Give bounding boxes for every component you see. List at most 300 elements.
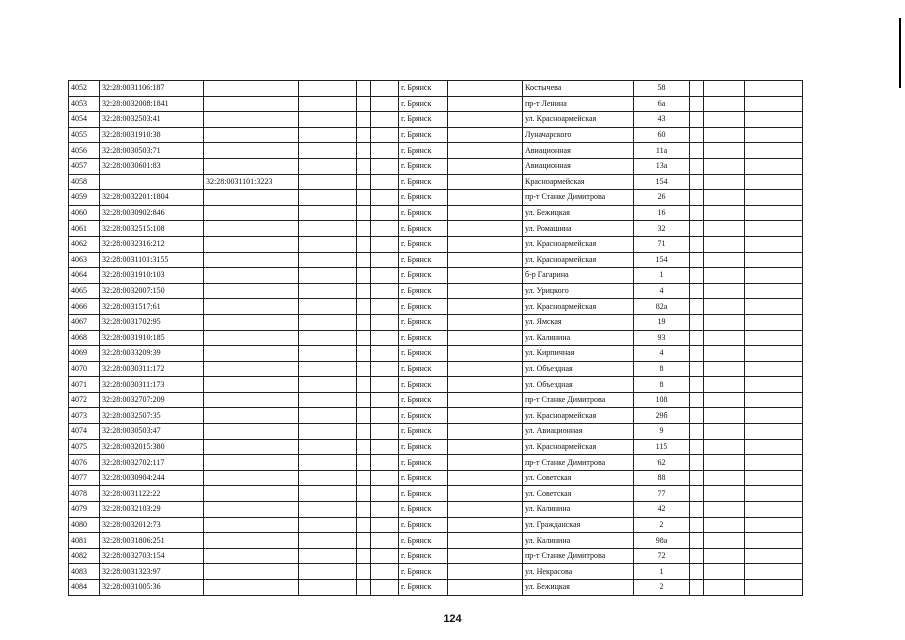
empty-cell bbox=[745, 299, 803, 315]
empty-cell bbox=[690, 81, 704, 97]
table-row bbox=[69, 377, 803, 393]
empty-cell bbox=[371, 112, 399, 128]
empty-cell bbox=[371, 96, 399, 112]
empty-cell bbox=[357, 408, 371, 424]
empty-cell bbox=[371, 81, 399, 97]
empty-cell bbox=[371, 502, 399, 518]
empty-cell bbox=[357, 361, 371, 377]
table-row bbox=[69, 314, 803, 330]
row-number-cell: 4053 bbox=[69, 96, 100, 112]
empty-cell bbox=[371, 392, 399, 408]
street-cell: Красноармейская bbox=[523, 174, 634, 190]
empty-cell bbox=[371, 470, 399, 486]
empty-cell bbox=[357, 236, 371, 252]
city-cell: г. Брянск bbox=[399, 143, 448, 159]
city-cell: г. Брянск bbox=[399, 158, 448, 174]
city-cell: г. Брянск bbox=[399, 408, 448, 424]
empty-cell bbox=[299, 330, 357, 346]
empty-cell bbox=[745, 112, 803, 128]
house-number-cell: 32 bbox=[634, 221, 690, 237]
empty-cell bbox=[448, 190, 523, 206]
empty-cell bbox=[745, 408, 803, 424]
table-row bbox=[69, 112, 803, 128]
house-number-cell: 115 bbox=[634, 439, 690, 455]
page-number: 124 bbox=[443, 613, 462, 625]
street-cell: ул. Калинина bbox=[523, 330, 634, 346]
parcel-cadastral-number-cell bbox=[204, 346, 299, 362]
empty-cell bbox=[690, 190, 704, 206]
empty-cell bbox=[745, 127, 803, 143]
parcel-cadastral-number-cell bbox=[204, 564, 299, 580]
parcel-cadastral-number-cell: 32:28:0031101:3223 bbox=[204, 174, 299, 190]
parcel-cadastral-number-cell bbox=[204, 502, 299, 518]
empty-cell bbox=[448, 580, 523, 596]
table-body bbox=[69, 81, 803, 596]
empty-cell bbox=[299, 112, 357, 128]
city-cell: г. Брянск bbox=[399, 236, 448, 252]
table-row bbox=[69, 533, 803, 549]
house-number-cell: 1 bbox=[634, 268, 690, 284]
row-number-cell: 4079 bbox=[69, 502, 100, 518]
empty-cell bbox=[371, 158, 399, 174]
empty-cell bbox=[745, 346, 803, 362]
city-cell: г. Брянск bbox=[399, 564, 448, 580]
city-cell: г. Брянск bbox=[399, 346, 448, 362]
empty-cell bbox=[357, 205, 371, 221]
table-row bbox=[69, 424, 803, 440]
empty-cell bbox=[371, 236, 399, 252]
empty-cell bbox=[357, 112, 371, 128]
empty-cell bbox=[357, 127, 371, 143]
street-cell: пр-т Станке Димитрова bbox=[523, 190, 634, 206]
empty-cell bbox=[704, 221, 745, 237]
empty-cell bbox=[448, 127, 523, 143]
cadastral-number-cell: 32:28:0032015:380 bbox=[100, 439, 204, 455]
empty-cell bbox=[690, 96, 704, 112]
empty-cell bbox=[690, 283, 704, 299]
city-cell: г. Брянск bbox=[399, 548, 448, 564]
empty-cell bbox=[371, 455, 399, 471]
empty-cell bbox=[704, 174, 745, 190]
empty-cell bbox=[745, 439, 803, 455]
empty-cell bbox=[448, 377, 523, 393]
house-number-cell: 11а bbox=[634, 143, 690, 159]
empty-cell bbox=[357, 174, 371, 190]
empty-cell bbox=[371, 346, 399, 362]
row-number-cell: 4070 bbox=[69, 361, 100, 377]
parcel-cadastral-number-cell bbox=[204, 283, 299, 299]
empty-cell bbox=[299, 548, 357, 564]
house-number-cell: 77 bbox=[634, 486, 690, 502]
city-cell: г. Брянск bbox=[399, 361, 448, 377]
empty-cell bbox=[448, 205, 523, 221]
empty-cell bbox=[371, 439, 399, 455]
parcel-cadastral-number-cell bbox=[204, 548, 299, 564]
empty-cell bbox=[745, 361, 803, 377]
empty-cell bbox=[299, 564, 357, 580]
city-cell: г. Брянск bbox=[399, 314, 448, 330]
empty-cell bbox=[690, 127, 704, 143]
empty-cell bbox=[299, 205, 357, 221]
row-number-cell: 4064 bbox=[69, 268, 100, 284]
empty-cell bbox=[745, 564, 803, 580]
empty-cell bbox=[690, 439, 704, 455]
empty-cell bbox=[448, 283, 523, 299]
empty-cell bbox=[745, 330, 803, 346]
empty-cell bbox=[371, 314, 399, 330]
parcel-cadastral-number-cell bbox=[204, 205, 299, 221]
empty-cell bbox=[371, 252, 399, 268]
street-cell: ул. Красноармейская bbox=[523, 408, 634, 424]
empty-cell bbox=[745, 502, 803, 518]
empty-cell bbox=[704, 81, 745, 97]
empty-cell bbox=[448, 330, 523, 346]
row-number-cell: 4062 bbox=[69, 236, 100, 252]
empty-cell bbox=[704, 268, 745, 284]
street-cell: ул. Урицкого bbox=[523, 283, 634, 299]
cadastral-number-cell: 32:28:0031122:22 bbox=[100, 486, 204, 502]
empty-cell bbox=[745, 424, 803, 440]
empty-cell bbox=[704, 517, 745, 533]
empty-cell bbox=[299, 143, 357, 159]
street-cell: пр-т Станке Димитрова bbox=[523, 548, 634, 564]
house-number-cell: 43 bbox=[634, 112, 690, 128]
empty-cell bbox=[704, 408, 745, 424]
empty-cell bbox=[704, 252, 745, 268]
street-cell: ул. Красноармейская bbox=[523, 236, 634, 252]
empty-cell bbox=[704, 330, 745, 346]
empty-cell bbox=[690, 517, 704, 533]
house-number-cell: 108 bbox=[634, 392, 690, 408]
parcel-cadastral-number-cell bbox=[204, 408, 299, 424]
empty-cell bbox=[357, 502, 371, 518]
cadastral-number-cell: 32:28:0032103:29 bbox=[100, 502, 204, 518]
table-row bbox=[69, 205, 803, 221]
empty-cell bbox=[371, 517, 399, 533]
empty-cell bbox=[745, 96, 803, 112]
empty-cell bbox=[299, 470, 357, 486]
table-row bbox=[69, 190, 803, 206]
empty-cell bbox=[704, 533, 745, 549]
row-number-cell: 4059 bbox=[69, 190, 100, 206]
parcel-cadastral-number-cell bbox=[204, 127, 299, 143]
row-number-cell: 4069 bbox=[69, 346, 100, 362]
house-number-cell: 19 bbox=[634, 314, 690, 330]
parcel-cadastral-number-cell bbox=[204, 517, 299, 533]
cadastral-number-cell: 32:28:0032702:117 bbox=[100, 455, 204, 471]
cadastral-number-cell: 32:28:0031910:38 bbox=[100, 127, 204, 143]
empty-cell bbox=[690, 112, 704, 128]
empty-cell bbox=[704, 205, 745, 221]
house-number-cell: 8 bbox=[634, 377, 690, 393]
table-row bbox=[69, 236, 803, 252]
empty-cell bbox=[448, 143, 523, 159]
empty-cell bbox=[690, 158, 704, 174]
parcel-cadastral-number-cell bbox=[204, 299, 299, 315]
house-number-cell: 8 bbox=[634, 361, 690, 377]
empty-cell bbox=[745, 221, 803, 237]
street-cell: ул. Бежицкая bbox=[523, 205, 634, 221]
cadastral-number-cell: 32:28:0031806:251 bbox=[100, 533, 204, 549]
empty-cell bbox=[299, 533, 357, 549]
empty-cell bbox=[357, 424, 371, 440]
empty-cell bbox=[690, 377, 704, 393]
empty-cell bbox=[371, 205, 399, 221]
city-cell: г. Брянск bbox=[399, 252, 448, 268]
city-cell: г. Брянск bbox=[399, 517, 448, 533]
table-row bbox=[69, 439, 803, 455]
row-number-cell: 4061 bbox=[69, 221, 100, 237]
cadastral-number-cell: 32:28:0032707:209 bbox=[100, 392, 204, 408]
empty-cell bbox=[448, 517, 523, 533]
registry-table bbox=[68, 80, 803, 596]
city-cell: г. Брянск bbox=[399, 439, 448, 455]
empty-cell bbox=[448, 236, 523, 252]
empty-cell bbox=[704, 486, 745, 502]
empty-cell bbox=[357, 221, 371, 237]
parcel-cadastral-number-cell bbox=[204, 268, 299, 284]
empty-cell bbox=[704, 455, 745, 471]
empty-cell bbox=[704, 96, 745, 112]
table-row bbox=[69, 346, 803, 362]
cadastral-number-cell: 32:28:0032316:212 bbox=[100, 236, 204, 252]
empty-cell bbox=[299, 408, 357, 424]
empty-cell bbox=[745, 533, 803, 549]
parcel-cadastral-number-cell bbox=[204, 143, 299, 159]
city-cell: г. Брянск bbox=[399, 486, 448, 502]
cadastral-number-cell: 32:28:0032507:35 bbox=[100, 408, 204, 424]
empty-cell bbox=[448, 424, 523, 440]
margin-rule bbox=[899, 18, 901, 88]
parcel-cadastral-number-cell bbox=[204, 486, 299, 502]
row-number-cell: 4058 bbox=[69, 174, 100, 190]
empty-cell bbox=[357, 158, 371, 174]
empty-cell bbox=[690, 408, 704, 424]
empty-cell bbox=[704, 127, 745, 143]
cadastral-number-cell: 32:28:0030904:244 bbox=[100, 470, 204, 486]
empty-cell bbox=[357, 252, 371, 268]
city-cell: г. Брянск bbox=[399, 470, 448, 486]
empty-cell bbox=[299, 439, 357, 455]
empty-cell bbox=[299, 236, 357, 252]
empty-cell bbox=[357, 580, 371, 596]
row-number-cell: 4071 bbox=[69, 377, 100, 393]
empty-cell bbox=[299, 486, 357, 502]
empty-cell bbox=[690, 548, 704, 564]
house-number-cell: 71 bbox=[634, 236, 690, 252]
empty-cell bbox=[371, 564, 399, 580]
empty-cell bbox=[690, 392, 704, 408]
street-cell: пр-т Станке Димитрова bbox=[523, 455, 634, 471]
empty-cell bbox=[704, 564, 745, 580]
empty-cell bbox=[690, 330, 704, 346]
empty-cell bbox=[299, 174, 357, 190]
city-cell: г. Брянск bbox=[399, 299, 448, 315]
row-number-cell: 4082 bbox=[69, 548, 100, 564]
parcel-cadastral-number-cell bbox=[204, 236, 299, 252]
empty-cell bbox=[704, 377, 745, 393]
empty-cell bbox=[704, 392, 745, 408]
parcel-cadastral-number-cell bbox=[204, 252, 299, 268]
empty-cell bbox=[704, 346, 745, 362]
street-cell: ул. Гражданская bbox=[523, 517, 634, 533]
row-number-cell: 4066 bbox=[69, 299, 100, 315]
house-number-cell: 9 bbox=[634, 424, 690, 440]
city-cell: г. Брянск bbox=[399, 190, 448, 206]
house-number-cell: 13а bbox=[634, 158, 690, 174]
empty-cell bbox=[357, 283, 371, 299]
house-number-cell: 42 bbox=[634, 502, 690, 518]
house-number-cell: 2 bbox=[634, 580, 690, 596]
parcel-cadastral-number-cell bbox=[204, 190, 299, 206]
empty-cell bbox=[371, 486, 399, 502]
parcel-cadastral-number-cell bbox=[204, 377, 299, 393]
house-number-cell: 58 bbox=[634, 81, 690, 97]
empty-cell bbox=[704, 424, 745, 440]
empty-cell bbox=[448, 158, 523, 174]
empty-cell bbox=[371, 299, 399, 315]
empty-cell bbox=[690, 424, 704, 440]
table-row bbox=[69, 252, 803, 268]
house-number-cell: 154 bbox=[634, 252, 690, 268]
street-cell: ул. Некрасова bbox=[523, 564, 634, 580]
house-number-cell: 6а bbox=[634, 96, 690, 112]
empty-cell bbox=[357, 439, 371, 455]
empty-cell bbox=[448, 221, 523, 237]
row-number-cell: 4054 bbox=[69, 112, 100, 128]
empty-cell bbox=[690, 314, 704, 330]
empty-cell bbox=[690, 221, 704, 237]
cadastral-number-cell: 32:28:0030503:71 bbox=[100, 143, 204, 159]
empty-cell bbox=[299, 283, 357, 299]
cadastral-number-cell: 32:28:0030311:173 bbox=[100, 377, 204, 393]
empty-cell bbox=[704, 548, 745, 564]
street-cell: ул. Красноармейская bbox=[523, 112, 634, 128]
empty-cell bbox=[357, 486, 371, 502]
empty-cell bbox=[745, 470, 803, 486]
empty-cell bbox=[299, 268, 357, 284]
table-row bbox=[69, 502, 803, 518]
empty-cell bbox=[690, 299, 704, 315]
parcel-cadastral-number-cell bbox=[204, 580, 299, 596]
empty-cell bbox=[371, 361, 399, 377]
street-cell: ул. Ромашина bbox=[523, 221, 634, 237]
empty-cell bbox=[371, 283, 399, 299]
empty-cell bbox=[690, 143, 704, 159]
street-cell: ул. Калинина bbox=[523, 502, 634, 518]
empty-cell bbox=[704, 439, 745, 455]
cadastral-number-cell: 32:28:0033209:39 bbox=[100, 346, 204, 362]
empty-cell bbox=[299, 502, 357, 518]
empty-cell bbox=[299, 424, 357, 440]
table-row bbox=[69, 486, 803, 502]
city-cell: г. Брянск bbox=[399, 424, 448, 440]
empty-cell bbox=[448, 361, 523, 377]
row-number-cell: 4063 bbox=[69, 252, 100, 268]
empty-cell bbox=[371, 127, 399, 143]
city-cell: г. Брянск bbox=[399, 127, 448, 143]
row-number-cell: 4065 bbox=[69, 283, 100, 299]
empty-cell bbox=[371, 268, 399, 284]
street-cell: пр-т Ленина bbox=[523, 96, 634, 112]
empty-cell bbox=[690, 502, 704, 518]
empty-cell bbox=[371, 424, 399, 440]
empty-cell bbox=[704, 236, 745, 252]
empty-cell bbox=[299, 127, 357, 143]
cadastral-number-cell: 32:28:0030601:83 bbox=[100, 158, 204, 174]
empty-cell bbox=[690, 346, 704, 362]
empty-cell bbox=[357, 81, 371, 97]
city-cell: г. Брянск bbox=[399, 330, 448, 346]
table-row bbox=[69, 127, 803, 143]
city-cell: г. Брянск bbox=[399, 455, 448, 471]
house-number-cell: 88 bbox=[634, 470, 690, 486]
cadastral-number-cell bbox=[100, 174, 204, 190]
empty-cell bbox=[371, 221, 399, 237]
empty-cell bbox=[299, 314, 357, 330]
row-number-cell: 4083 bbox=[69, 564, 100, 580]
city-cell: г. Брянск bbox=[399, 268, 448, 284]
empty-cell bbox=[448, 346, 523, 362]
street-cell: ул. Советская bbox=[523, 470, 634, 486]
empty-cell bbox=[299, 346, 357, 362]
table-row bbox=[69, 361, 803, 377]
empty-cell bbox=[299, 361, 357, 377]
empty-cell bbox=[448, 408, 523, 424]
street-cell: ул. Авиационная bbox=[523, 424, 634, 440]
cadastral-number-cell: 32:28:0030902:846 bbox=[100, 205, 204, 221]
parcel-cadastral-number-cell bbox=[204, 361, 299, 377]
table-row bbox=[69, 174, 803, 190]
row-number-cell: 4077 bbox=[69, 470, 100, 486]
parcel-cadastral-number-cell bbox=[204, 112, 299, 128]
street-cell: ул. Бежицкая bbox=[523, 580, 634, 596]
empty-cell bbox=[745, 252, 803, 268]
empty-cell bbox=[448, 455, 523, 471]
row-number-cell: 4074 bbox=[69, 424, 100, 440]
empty-cell bbox=[745, 190, 803, 206]
empty-cell bbox=[745, 517, 803, 533]
row-number-cell: 4055 bbox=[69, 127, 100, 143]
parcel-cadastral-number-cell bbox=[204, 470, 299, 486]
table-row bbox=[69, 548, 803, 564]
empty-cell bbox=[357, 548, 371, 564]
cadastral-number-cell: 32:28:0031106:187 bbox=[100, 81, 204, 97]
parcel-cadastral-number-cell bbox=[204, 392, 299, 408]
empty-cell bbox=[745, 548, 803, 564]
empty-cell bbox=[299, 81, 357, 97]
table-row bbox=[69, 408, 803, 424]
empty-cell bbox=[448, 486, 523, 502]
empty-cell bbox=[745, 455, 803, 471]
table-row bbox=[69, 96, 803, 112]
parcel-cadastral-number-cell bbox=[204, 330, 299, 346]
house-number-cell: 98а bbox=[634, 533, 690, 549]
empty-cell bbox=[448, 439, 523, 455]
cadastral-number-cell: 32:28:0031910:185 bbox=[100, 330, 204, 346]
city-cell: г. Брянск bbox=[399, 377, 448, 393]
table-row bbox=[69, 455, 803, 471]
empty-cell bbox=[357, 346, 371, 362]
street-cell: ул. Ямская bbox=[523, 314, 634, 330]
empty-cell bbox=[357, 517, 371, 533]
empty-cell bbox=[704, 470, 745, 486]
empty-cell bbox=[357, 96, 371, 112]
empty-cell bbox=[448, 112, 523, 128]
cadastral-number-cell: 32:28:0031005:36 bbox=[100, 580, 204, 596]
empty-cell bbox=[371, 533, 399, 549]
table-row bbox=[69, 330, 803, 346]
